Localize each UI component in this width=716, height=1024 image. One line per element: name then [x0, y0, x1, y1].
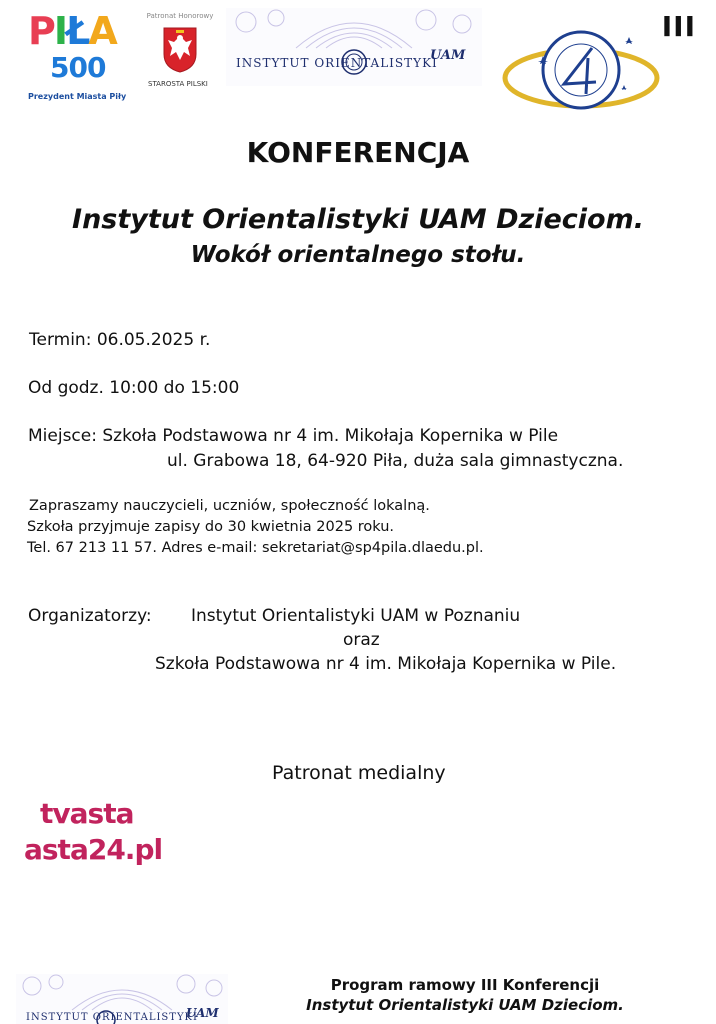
institute-logo-text: INSTYTUT ORIENTALISTYKI — [236, 56, 438, 70]
coat-of-arms-icon — [162, 26, 198, 74]
subtitle-line-1: Instytut Orientalistyki UAM Dzieciom. — [72, 204, 644, 235]
event-location: Miejsce: Szkoła Podstawowa nr 4 im. Mikołaja Kopernika w Pile — [28, 426, 559, 446]
footer-logo-text: INSTYTUT ORIENTALISTYKI — [26, 1012, 198, 1023]
pila-letter-a: A — [88, 9, 116, 53]
organizers-conjunction: oraz — [343, 630, 380, 650]
invite-line-2: Szkoła przyjmuje zapisy do 30 kwietnia 2025 roku. — [27, 519, 395, 535]
event-date: Termin: 06.05.2025 r. — [29, 330, 211, 350]
event-hours: Od godz. 10:00 do 15:00 — [28, 378, 240, 398]
uam-logo-text: UAM — [430, 48, 466, 63]
organizers-label: Organizatorzy: — [28, 606, 152, 626]
footer-institute-logo — [16, 974, 228, 1024]
tvasta-logo — [24, 797, 170, 872]
footer-program-title: Program ramowy III Konferencji — [330, 976, 600, 994]
patronage-caption: Patronat Honorowy — [146, 12, 214, 20]
media-patronage-label: Patronat medialny — [272, 762, 446, 784]
event-address: ul. Grabowa 18, 64-920 Piła, duża sala gimnastyczna. — [167, 451, 624, 471]
subtitle-line-2: Wokół orientalnego stołu. — [190, 242, 526, 268]
conference-number: III — [661, 10, 696, 43]
pila-500-number: 500 — [50, 51, 106, 84]
pila-500-logo — [28, 9, 127, 104]
footer-program-subtitle: Instytut Orientalistyki UAM Dzieciom. — [306, 996, 624, 1014]
organizer-1: Instytut Orientalistyki UAM w Poznaniu — [191, 606, 521, 626]
ornament-pattern-icon — [226, 8, 482, 86]
school-emblem-icon — [500, 24, 662, 116]
footer-uam-text: UAM — [186, 1006, 219, 1020]
organizer-2: Szkoła Podstawowa nr 4 im. Mikołaja Kopernika w Pile. — [155, 654, 617, 674]
tvasta-logo-line-2: asta24.pl — [24, 833, 163, 866]
pila-logo-caption: Prezydent Miasta Piły — [28, 92, 127, 101]
school-emblem — [500, 24, 662, 116]
institute-logo — [226, 8, 482, 86]
pila-letter-p: P — [28, 9, 54, 53]
tvasta-logo-line-1: tvasta — [40, 797, 134, 830]
starosta-patronage — [140, 12, 220, 92]
contact-line: Tel. 67 213 11 57. Adres e-mail: sekretariat@sp4pila.dlaedu.pl. — [27, 540, 484, 556]
page-title: KONFERENCJA — [246, 136, 470, 169]
pila-letter-i: I — [53, 9, 66, 53]
starosta-caption: STAROSTA PILSKI — [148, 80, 208, 88]
invite-line-1: Zapraszamy nauczycieli, uczniów, społeczność lokalną. — [29, 498, 430, 514]
pila-letter-l: Ł — [66, 9, 89, 53]
